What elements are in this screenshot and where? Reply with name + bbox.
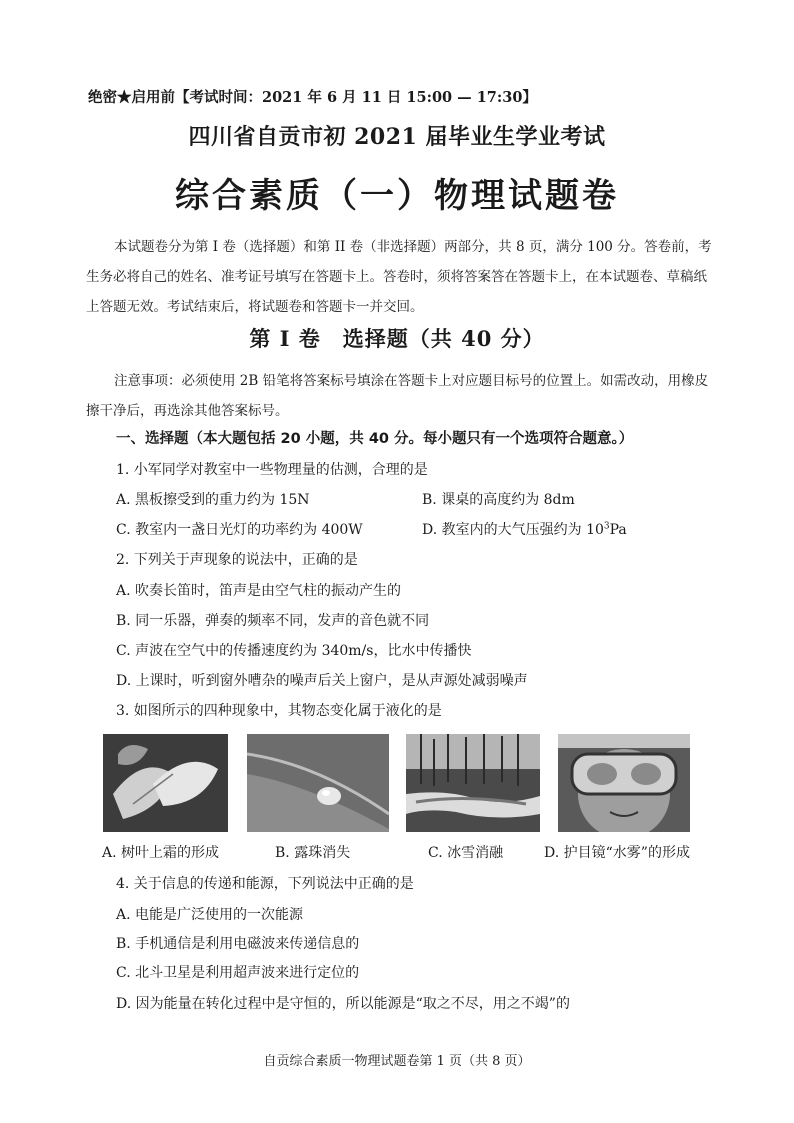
question-4-option-d: D. 因为能量在转化过程中是守恒的，所以能源是“取之不尽，用之不竭”的 xyxy=(116,996,570,1012)
intro-instructions: 本试题卷分为第 I 卷（选择题）和第 II 卷（非选择题）两部分，共 8 页，满分 100 分。答卷前，考生务必将自己的姓名、准考证号填写在答题卡上。答卷时，须将答案答在答题卡上，在本试题卷、草稿纸上答题无效。考试结束后，将试题卷和答题卡一并交回。 xyxy=(86,239,712,315)
question-4-option-a: A. 电能是广泛使用的一次能源 xyxy=(116,907,304,923)
figure-caption-a: A. 树叶上霜的形成 xyxy=(102,845,220,861)
exam-title: 四川省自贡市初 2021 届毕业生学业考试 xyxy=(188,124,606,150)
question-4-option-b: B. 手机通信是利用电磁波来传递信息的 xyxy=(116,936,360,952)
figure-melting-snow xyxy=(406,734,540,832)
section-title: 第 I 卷 选择题（共 40 分） xyxy=(249,326,545,351)
question-1-option-a: A. 黑板擦受到的重力约为 15N xyxy=(116,492,310,508)
figure-caption-c: C. 冰雪消融 xyxy=(428,845,504,861)
q1-d-prefix: D. 教室内的大气压强约为 10 xyxy=(422,522,604,538)
question-2-stem: 2. 下列关于声现象的说法中，正确的是 xyxy=(116,552,358,568)
frost-leaf-image xyxy=(103,734,228,832)
question-1-option-c: C. 教室内一盏日光灯的功率约为 400W xyxy=(116,522,363,538)
dew-drop-image xyxy=(247,734,389,832)
figure-caption-b: B. 露珠消失 xyxy=(275,845,351,861)
question-1-option-d xyxy=(422,519,627,539)
figure-goggles-fog xyxy=(558,734,690,832)
figure-caption-d: D. 护目镜“水雾”的形成 xyxy=(544,845,690,861)
q1-d-unit: Pa xyxy=(609,522,627,538)
question-2-option-c: C. 声波在空气中的传播速度约为 340m/s，比水中传播快 xyxy=(116,643,472,659)
question-1-stem: 1. 小军同学对教室中一些物理量的估测，合理的是 xyxy=(116,462,428,478)
melting-snow-image xyxy=(406,734,540,832)
goggles-fog-image xyxy=(558,734,690,832)
notes-paragraph: 注意事项：必须使用 2B 铅笔将答案标号填涂在答题卡上对应题目标号的位置上。如需改动，用橡皮擦干净后，再选涂其他答案标号。 xyxy=(86,373,709,419)
question-1-option-b: B. 课桌的高度约为 8dm xyxy=(422,492,575,508)
q1-d-exponent: 3 xyxy=(603,521,610,532)
question-3-stem: 3. 如图所示的四种现象中，其物态变化属于液化的是 xyxy=(116,703,442,719)
question-2-option-d: D. 上课时，听到窗外嘈杂的噪声后关上窗户，是从声源处减弱噪声 xyxy=(116,673,528,689)
figure-dew-drop xyxy=(247,734,389,832)
question-2-option-a: A. 吹奏长笛时，笛声是由空气柱的振动产生的 xyxy=(116,583,402,599)
part-heading: 一、选择题（本大题包括 20 小题，共 40 分。每小题只有一个选项符合题意。） xyxy=(116,431,634,447)
confidential-header: 绝密★启用前【考试时间：2021 年 6 月 11 日 15:00 — 17:30】 xyxy=(88,89,537,106)
figure-frost-on-leaf xyxy=(103,734,228,832)
paper-title: 综合素质（一）物理试题卷 xyxy=(175,176,619,216)
question-4-stem: 4. 关于信息的传递和能源，下列说法中正确的是 xyxy=(116,876,414,892)
question-4-option-c: C. 北斗卫星是利用超声波来进行定位的 xyxy=(116,965,360,981)
question-2-option-b: B. 同一乐器，弹奏的频率不同，发声的音色就不同 xyxy=(116,613,430,629)
page-footer: 自贡综合素质一物理试题卷第 1 页（共 8 页） xyxy=(263,1054,531,1069)
